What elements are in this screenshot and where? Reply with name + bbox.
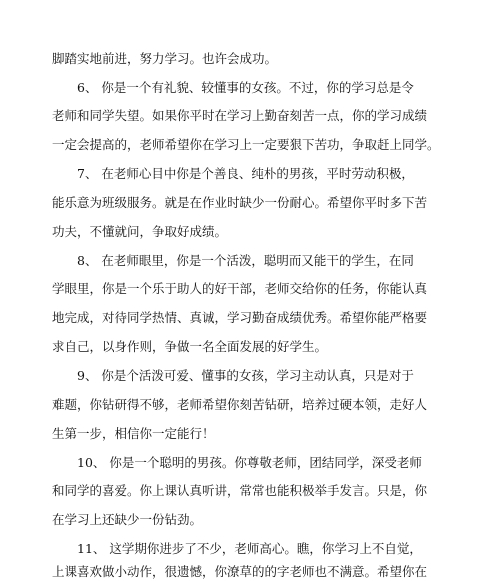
paragraph-9-line-1: 9、 你是个活泼可爱、懂事的女孩，学习主动认真，只是对于 — [77, 368, 414, 383]
text-line: 上课喜欢做小动作，很遗憾，你潦草的的字老师也不满意。希望你在 — [52, 564, 428, 579]
text-line: 求自己，以身作则，争做一名全面发展的好学生。 — [52, 339, 328, 354]
text-line: 能乐意为班级服务。就是在作业时缺少一份耐心。希望你平时多下苦 — [52, 195, 428, 210]
paragraph-8-line-1: 8、 在老师眼里，你是一个活泼，聪明而又能干的学生，在同 — [77, 253, 414, 268]
paragraph-11-line-1: 11、 这学期你进步了不少，老师高心。瞧，你学习上不自觉， — [77, 541, 422, 556]
paragraph-6-line-1: 6、 你是一个有礼貌、较懂事的女孩。不过，你的学习总是令 — [77, 80, 414, 95]
text-line: 一定会提高的，老师希望你在学习上一定要狠下苦功，争取赶上同学。 — [52, 137, 440, 152]
text-line: 和同学的喜爱。你上课认真听讲，常常也能积极举手发言。只是，你 — [52, 483, 428, 498]
text-line: 功夫，不懂就问，争取好成绩。 — [52, 224, 228, 239]
text-line: 脚踏实地前进，努力学习。也许会成功。 — [52, 51, 278, 66]
paragraph-10-line-1: 10、 你是一个聪明的男孩。你尊敬老师，团结同学，深受老师 — [77, 455, 422, 470]
text-line: 老师和同学失望。如果你平时在学习上勤奋刻苦一点，你的学习成绩 — [52, 108, 428, 123]
text-line: 生第一步，相信你一定能行！ — [52, 426, 215, 441]
text-line: 难题，你钻研得不够，老师希望你刻苦钻研，培养过硬本领，走好人 — [52, 397, 428, 412]
text-line: 学眼里，你是一个乐于助人的好干部，老师交给你的任务，你能认真 — [52, 281, 428, 296]
text-line: 地完成，对待同学热情、真诚，学习勤奋成绩优秀。希望你能严格要 — [52, 310, 428, 325]
paragraph-7-line-1: 7、 在老师心目中你是个善良、纯朴的男孩，平时劳动积极， — [77, 166, 414, 181]
text-line: 在学习上还缺少一份钻劲。 — [52, 512, 203, 527]
